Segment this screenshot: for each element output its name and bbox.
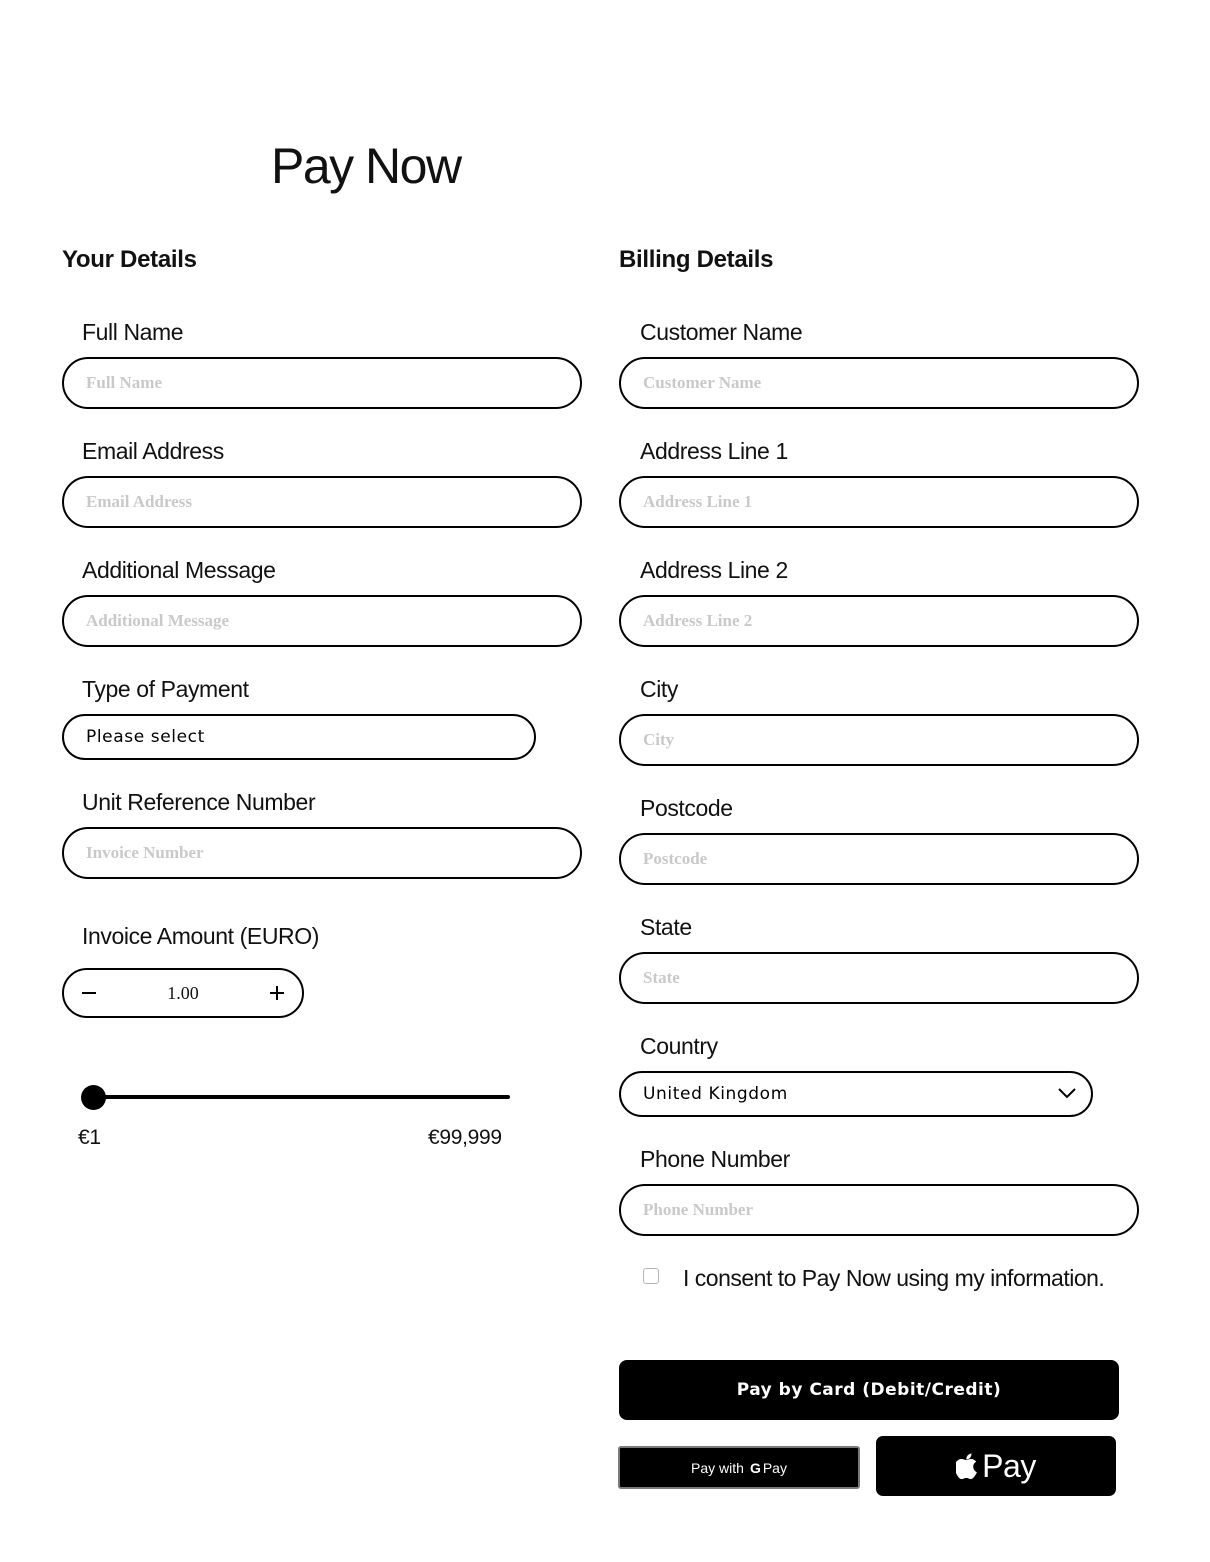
postcode-input[interactable]: Postcode <box>619 833 1139 885</box>
email-label: Email Address <box>82 438 224 464</box>
apple-pay-button[interactable] <box>876 1436 1116 1496</box>
invoice-amount-stepper <box>62 968 304 1018</box>
invoice-amount-value[interactable]: 1.00 <box>167 982 199 1003</box>
phone-input[interactable]: Phone Number <box>619 1184 1139 1236</box>
consent-checkbox[interactable] <box>643 1268 659 1284</box>
address-line-2-label: Address Line 2 <box>640 557 788 583</box>
pay-by-card-button[interactable] <box>619 1360 1119 1420</box>
unit-reference-label: Unit Reference Number <box>82 789 316 815</box>
customer-name-label: Customer Name <box>640 319 803 345</box>
address-line-2-input[interactable]: Address Line 2 <box>619 595 1139 647</box>
billing-details-heading: Billing Details <box>619 246 774 273</box>
address-line-1-input[interactable]: Address Line 1 <box>619 476 1139 528</box>
amount-slider-track[interactable] <box>82 1095 510 1099</box>
full-name-input[interactable]: Full Name <box>62 357 582 409</box>
increment-button[interactable] <box>254 970 300 1016</box>
google-pay-button[interactable] <box>618 1446 860 1489</box>
country-select[interactable] <box>619 1071 1093 1117</box>
full-name-label: Full Name <box>82 319 184 345</box>
decrement-button[interactable] <box>66 970 112 1016</box>
apple-logo-icon <box>956 1453 978 1480</box>
amount-slider-handle[interactable] <box>81 1085 106 1110</box>
city-label: City <box>640 676 679 702</box>
apple-pay-label: Pay <box>982 1447 1036 1484</box>
google-g-logo-icon: G <box>749 1459 761 1476</box>
country-label: Country <box>640 1033 718 1059</box>
payment-type-select[interactable] <box>62 714 536 760</box>
invoice-amount-label: Invoice Amount (EURO) <box>82 923 320 949</box>
minus-icon <box>81 985 97 1001</box>
page-title: Pay Now <box>271 138 461 194</box>
payment-type-label: Type of Payment <box>82 676 249 702</box>
slider-max-label: €99,999 <box>428 1126 502 1149</box>
country-selected-value: United Kingdom <box>643 1084 788 1104</box>
additional-message-input[interactable]: Additional Message <box>62 595 582 647</box>
payment-type-selected-value: Please select <box>86 727 205 747</box>
pay-by-card-label: Pay by Card (Debit/Credit) <box>736 1380 1002 1400</box>
city-input[interactable]: City <box>619 714 1139 766</box>
google-pay-prefix: Pay with <box>691 1459 744 1476</box>
slider-min-label: €1 <box>78 1126 101 1149</box>
customer-name-input[interactable]: Customer Name <box>619 357 1139 409</box>
postcode-label: Postcode <box>640 795 733 821</box>
state-label: State <box>640 914 692 940</box>
google-pay-word: Pay <box>762 1459 787 1476</box>
address-line-1-label: Address Line 1 <box>640 438 788 464</box>
unit-reference-input[interactable]: Invoice Number <box>62 827 582 879</box>
chevron-down-icon <box>1057 1086 1077 1100</box>
email-input[interactable]: Email Address <box>62 476 582 528</box>
additional-message-label: Additional Message <box>82 557 276 583</box>
state-input[interactable]: State <box>619 952 1139 1004</box>
your-details-heading: Your Details <box>62 246 197 273</box>
consent-label: I consent to Pay Now using my information. <box>683 1265 1105 1291</box>
phone-label: Phone Number <box>640 1146 790 1172</box>
plus-icon <box>269 985 285 1001</box>
